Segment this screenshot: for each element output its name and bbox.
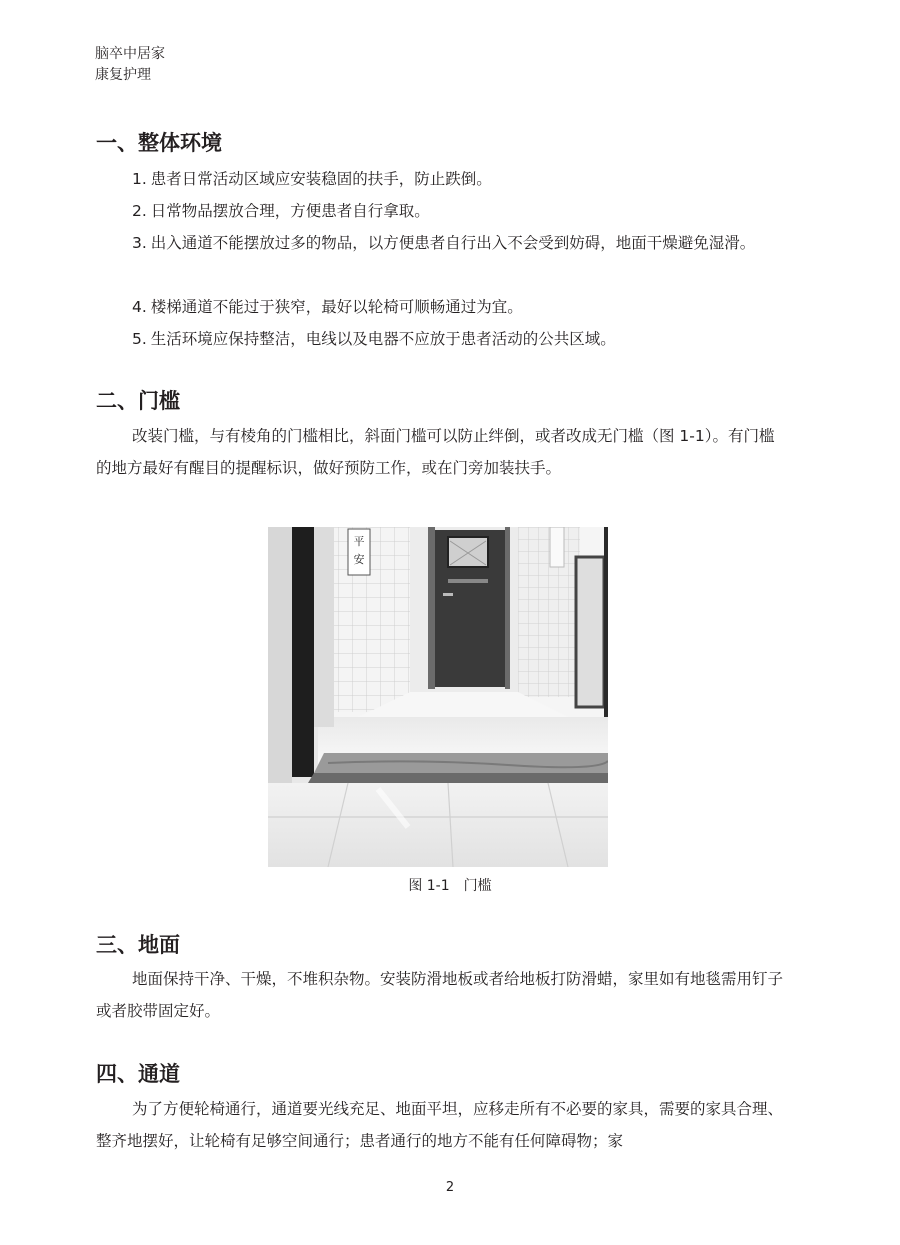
list-item-number: 1. — [132, 170, 147, 188]
list-item-text: 楼梯通道不能过于狭窄，最好以轮椅可顺畅通过为宜。 — [150, 298, 523, 316]
figure-caption — [0, 876, 900, 896]
list-item — [96, 323, 786, 355]
running-head — [95, 44, 165, 86]
section-heading-overall-environment: 一、整体环境 — [96, 130, 222, 155]
list-item-text: 出入通道不能摆放过多的物品，以方便患者自行出入不会受到妨碍，地面干燥避免湿滑。 — [150, 234, 756, 252]
list-item — [96, 163, 786, 195]
list-item-number: 4. — [132, 298, 147, 316]
calligraphy-char-1: 平 — [353, 535, 365, 548]
paragraph-passage: 为了方便轮椅通行，通道要光线充足、地面平坦，应移走所有不必要的家具，需要的家具合理、整齐地摆好，让轮椅有足够空间通行；患者通行的地方不能有任何障碍物；家 — [96, 1100, 784, 1150]
list-item — [96, 227, 786, 259]
list-item-number: 5. — [132, 330, 147, 348]
section-heading-floor: 三、地面 — [96, 932, 180, 957]
list-item-number: 3. — [132, 234, 147, 252]
list-item-text: 生活环境应保持整洁，电线以及电器不应放于患者活动的公共区域。 — [150, 330, 616, 348]
list-item — [96, 291, 786, 323]
list-item-text: 患者日常活动区域应安装稳固的扶手，防止跌倒。 — [150, 170, 492, 188]
paragraph-threshold: 改装门槛，与有棱角的门槛相比，斜面门槛可以防止绊倒，或者改成无门槛（图 1-1）。有门槛的地方最好有醒目的提醒标识，做好预防工作，或在门旁加装扶手。 — [96, 427, 775, 477]
calligraphy-char-2: 安 — [353, 553, 365, 566]
book-title-line2: 康复护理 — [95, 67, 151, 83]
threshold-photo — [268, 527, 608, 867]
list-item-text: 日常物品摆放合理，方便患者自行拿取。 — [150, 202, 430, 220]
figure-label: 图 1-1 — [408, 878, 450, 894]
section-heading-passage: 四、通道 — [96, 1061, 180, 1086]
paragraph-floor: 地面保持干净、干燥，不堆积杂物。安装防滑地板或者给地板打防滑蜡，家里如有地毯需用钉子或者胶带固定好。 — [96, 970, 784, 1020]
figure-title: 门槛 — [463, 878, 492, 894]
threshold-photo-illustration — [268, 527, 608, 867]
section-heading-threshold: 二、门槛 — [96, 388, 180, 413]
list-item — [96, 195, 786, 227]
page-number: 2 — [445, 1180, 455, 1195]
list-item-number: 2. — [132, 202, 147, 220]
book-title-line1: 脑卒中居家 — [95, 46, 165, 62]
